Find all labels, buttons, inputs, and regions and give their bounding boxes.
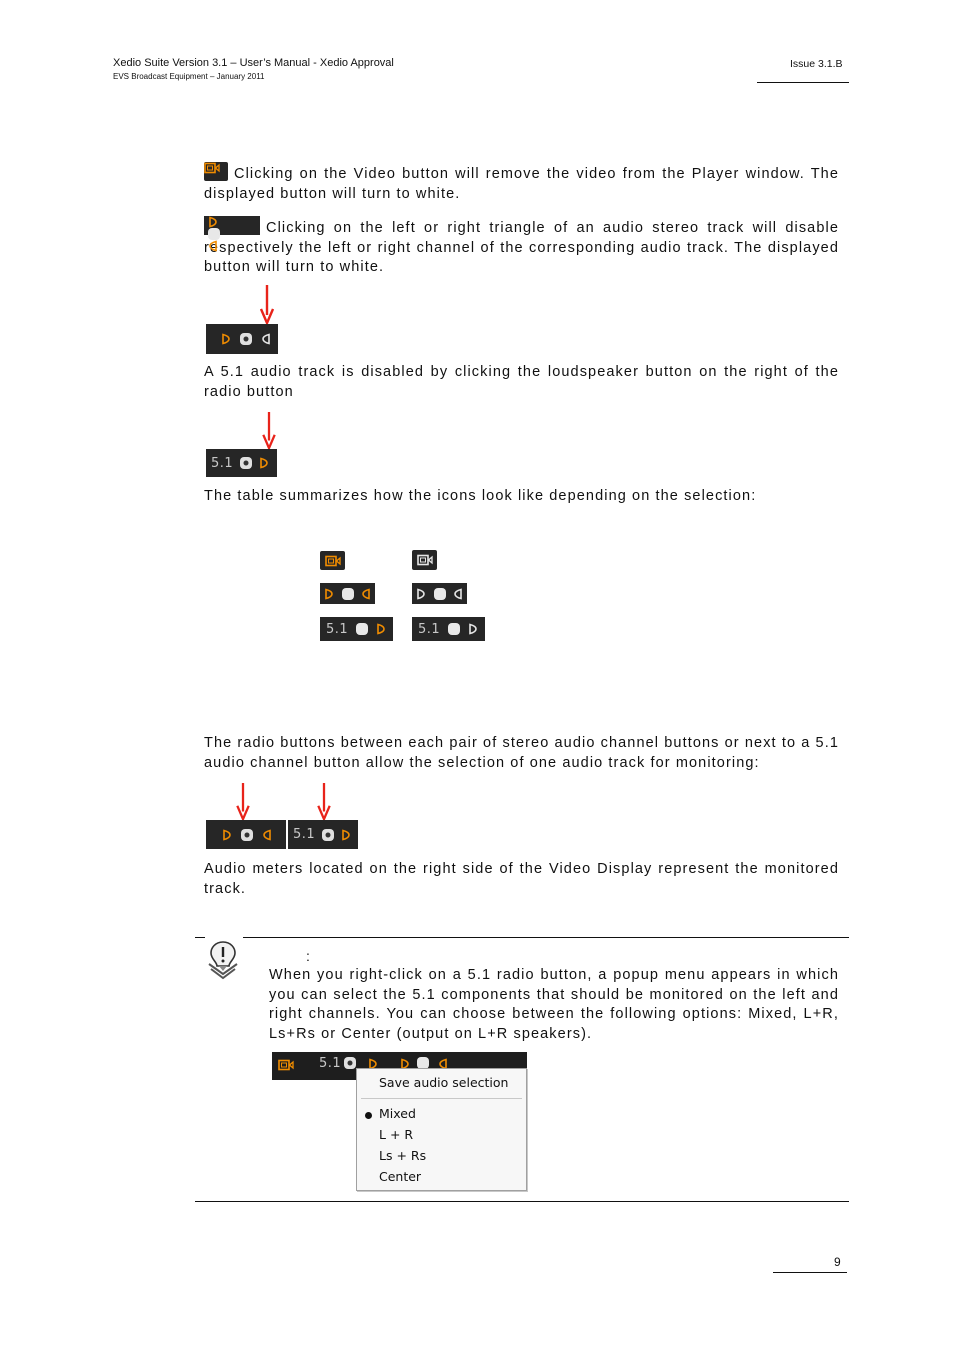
five-one-track-selected: 5.1 [288, 820, 358, 849]
note-rule-top [243, 937, 849, 938]
menu-separator [361, 1098, 522, 1099]
radio-selected-icon [322, 829, 334, 841]
radio-icon [342, 588, 354, 600]
paragraph-stereo-text: Clicking on the left or right triangle of an audio stereo track will disable respectively the left or right channel of the corresponding audio track. The displayed button will turn to white. [204, 220, 839, 275]
menu-item-save-audio-selection[interactable]: Save audio selection [379, 1075, 509, 1090]
paragraph-five-one: A 5.1 audio track is disabled by clicking the loudspeaker button on the right of the radio button [204, 364, 839, 400]
note-icon [205, 938, 241, 982]
paragraph-video-button [204, 162, 839, 204]
five-one-active-icon: 5.1 [320, 617, 393, 641]
radio-icon [208, 228, 220, 240]
video-button-disabled-icon [412, 550, 437, 570]
note-rule-bottom [195, 1201, 849, 1202]
red-arrow-icon [262, 412, 276, 450]
paragraph-video-text: Clicking on the Video button will remove the video from the Player window. The displayed button will turn to white. [204, 166, 839, 202]
five-one-track-disabled [206, 449, 277, 477]
footer-rule [773, 1272, 847, 1273]
audio-popup-menu [356, 1068, 527, 1191]
radio-icon [356, 623, 368, 635]
stereo-track-active-icon [204, 216, 260, 235]
paragraph-audio-meters: Audio meters located on the right side of the Video Display represent the monitored track. [204, 861, 839, 897]
radio-selected-icon [241, 829, 253, 841]
header-rule [757, 82, 849, 83]
selected-bullet-icon [365, 1112, 372, 1119]
header-subtitle: EVS Broadcast Equipment – January 2011 [113, 72, 265, 81]
header-title: Xedio Suite Version 3.1 – User’s Manual - Xedio Approval [113, 57, 394, 69]
paragraph-radio-buttons: The radio buttons between each pair of stereo audio channel buttons or next to a 5.1 audio channel button allow the selection of one audio track for monitoring: [204, 735, 839, 771]
radio-selected-icon [240, 333, 252, 345]
menu-item-l-r[interactable]: L + R [379, 1127, 414, 1142]
stereo-track-right-disabled [206, 324, 278, 354]
paragraph-table-intro: The table summarizes how the icons look like depending on the selection: [204, 488, 757, 504]
radio-selected-icon[interactable] [344, 1057, 356, 1069]
red-arrow-icon [236, 783, 250, 821]
radio-icon [448, 623, 460, 635]
video-button-active-icon [204, 162, 228, 181]
header-issue: Issue 3.1.B [790, 58, 843, 70]
note-text: When you right-click on a 5.1 radio button, a popup menu appears in which you can select the 5.1 components that should be monitored on the left and right channels. You can choose between the following options: Mixed, L+R, Ls+Rs or Center (output on L+R speakers). [269, 967, 839, 1042]
menu-item-center[interactable]: Center [379, 1169, 422, 1184]
red-arrow-icon [317, 783, 331, 821]
loudspeaker-icon [259, 457, 269, 469]
video-button-icon [278, 1059, 294, 1071]
note-label: : [306, 948, 311, 964]
stereo-track-selected [206, 820, 286, 849]
stereo-track-disabled-icon [412, 583, 467, 604]
left-triangle-icon [221, 333, 231, 345]
menu-item-mixed[interactable]: Mixed [379, 1106, 416, 1121]
stereo-track-active-icon [320, 583, 375, 604]
page-number: 9 [834, 1255, 841, 1269]
menu-item-ls-rs[interactable]: Ls + Rs [379, 1148, 427, 1163]
five-one-label: 5.1 [319, 1056, 342, 1071]
radio-icon [434, 588, 446, 600]
note-rule-tick [195, 937, 205, 938]
five-one-disabled-icon: 5.1 [412, 617, 485, 641]
paragraph-stereo-triangle [204, 216, 839, 278]
right-triangle-icon [261, 333, 271, 345]
radio-selected-icon [240, 457, 252, 469]
video-button-active-icon [320, 551, 345, 570]
red-arrow-icon [260, 285, 274, 325]
five-one-label: 5.1 [211, 455, 234, 471]
